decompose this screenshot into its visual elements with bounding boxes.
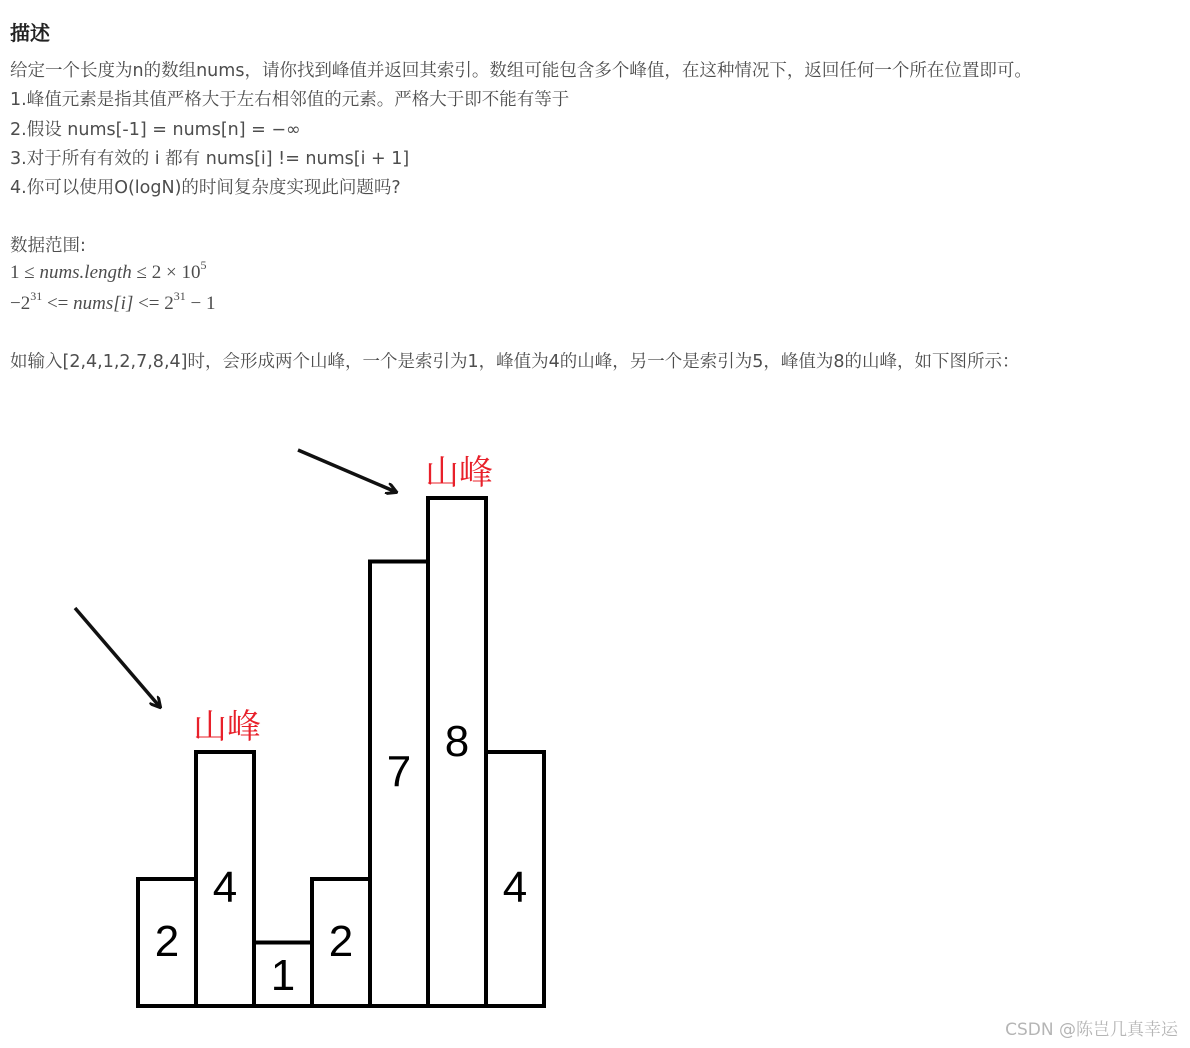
rule-4: 4.你可以使用O(logN)的时间复杂度实现此问题吗? bbox=[10, 178, 401, 198]
bar-value-6: 4 bbox=[502, 863, 528, 912]
bar-value-2: 1 bbox=[270, 951, 296, 1000]
watermark: CSDN @陈岂几真幸运 bbox=[1005, 1020, 1178, 1040]
bar-value-3: 2 bbox=[328, 917, 354, 966]
range-formula-values: $-2^{31}$ <= nums[i] <= $2^{31} - 1$ bbox=[10, 289, 216, 314]
peak-arrow-0 bbox=[75, 608, 160, 707]
range-formula-length: 1 ≤ nums.length ≤ $2 \times 10^5$ bbox=[10, 258, 207, 283]
bar-value-1: 4 bbox=[212, 863, 238, 912]
range-label: 数据范围: bbox=[10, 236, 86, 256]
rule-1: 1.峰值元素是指其值严格大于左右相邻值的元素。严格大于即不能有等于 bbox=[10, 90, 570, 110]
peak-label-1: 山峰 bbox=[425, 453, 493, 493]
section-heading: 描述 bbox=[10, 21, 50, 45]
rule-2: 2.假设 nums[-1] = nums[n] = −∞ bbox=[10, 120, 301, 140]
bar-value-5: 8 bbox=[444, 717, 470, 766]
bar-value-4: 7 bbox=[386, 747, 412, 797]
bar-value-0: 2 bbox=[154, 917, 180, 966]
peak-arrow-1 bbox=[298, 450, 396, 492]
peak-label-0: 山峰 bbox=[193, 707, 261, 747]
problem-statement: 给定一个长度为n的数组nums，请你找到峰值并返回其索引。数组可能包含多个峰值，在这种情况下，返回任何一个所在位置即可。 bbox=[10, 61, 1032, 81]
example-text: 如输入[2,4,1,2,7,8,4]时，会形成两个山峰，一个是索引为1，峰值为4的山峰，另一个是索引为5，峰值为8的山峰，如下图所示： bbox=[10, 352, 1020, 372]
rule-3: 3.对于所有有效的 i 都有 nums[i] != nums[i + 1] bbox=[10, 149, 410, 169]
